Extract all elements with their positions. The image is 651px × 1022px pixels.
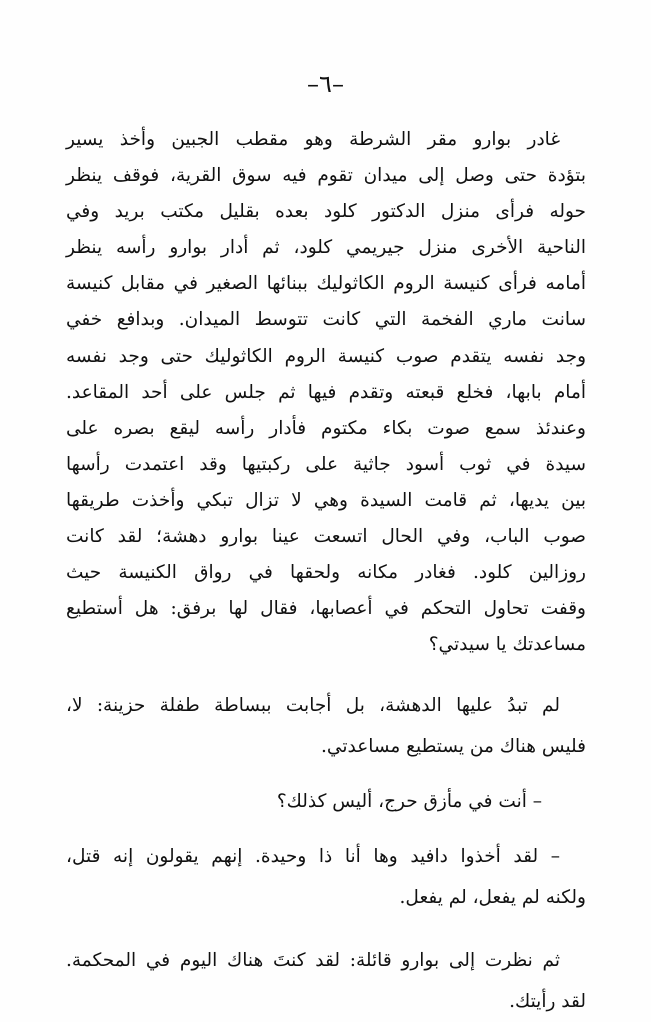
text-line: أمام بابها، فخلع قبعته وتقدم فيها ثم جلس على أحد المقاعد. xyxy=(66,381,586,403)
text-line: روزالين كلود. فغادر مكانه ولحقها في رواق الكنيسة حيث xyxy=(66,562,586,584)
page-number: –٦– xyxy=(307,70,344,98)
text-line: غادر بوارو مقر الشرطة وهو مقطب الجبين وأخذ يسير xyxy=(66,129,560,150)
text-line: ثم نظرت إلى بوارو قائلة: لقد كنتَ هناك اليوم في المحكمة. xyxy=(66,950,560,972)
text-line: الناحية الأخرى منزل جيريمي كلود، ثم أدار بوارو رأسه ينظر xyxy=(66,237,586,259)
text-line: صوب الباب، وفي الحال اتسعت عينا بوارو دهشة؛ لقد كانت xyxy=(66,526,586,548)
text-line: وقفت تحاول التحكم في أعصابها، فقال لها برفق: هل أستطيع xyxy=(66,598,586,620)
text-line: بين يديها، ثم قامت السيدة وهي لا تزال تبكي وأخذت طريقها xyxy=(66,489,586,511)
paragraph-1 xyxy=(66,122,586,663)
text-line: حوله فرأى منزل الدكتور كلود بعده بقليل مكتب بريد وفي xyxy=(66,201,586,223)
text-line: سيدة في ثوب أسود جاثية على ركبتيها وقد اعتمدت رأسها xyxy=(66,453,586,475)
body-text xyxy=(66,122,586,1022)
paragraph-4 xyxy=(66,836,586,918)
text-line: – أنت في مأزق حرج، أليس كذلك؟ xyxy=(276,791,542,813)
text-line: لم تبدُ عليها الدهشة، بل أجابت ببساطة طفلة حزينة: لا، xyxy=(66,695,560,717)
text-line: فليس هناك من يستطيع مساعدتي. xyxy=(321,736,586,758)
text-line: سانت ماري الفخمة التي كانت تتوسط الميدان. وبدافع خفي xyxy=(66,309,586,331)
text-line: لقد رأيتك. xyxy=(509,991,586,1013)
text-line: وجد نفسه يتقدم صوب كنيسة الروم الكاثوليك حتى وجد نفسه xyxy=(66,345,586,367)
text-line: أمامه فرأى كنيسة الروم الكاثوليك ببنائها الصغير في مقابل كنيسة xyxy=(66,273,586,295)
text-line: مساعدتك يا سيدتي؟ xyxy=(428,634,586,656)
paragraph-5 xyxy=(66,940,586,1022)
text-line: – لقد أخذوا دافيد وها أنا ذا وحيدة. إنهم يقولون إنه قتل، xyxy=(66,846,560,868)
text-line: بتؤدة حتى وصل إلى ميدان تقوم فيه سوق القرية، فوقف ينظر xyxy=(66,165,586,187)
paragraph-2 xyxy=(66,685,586,767)
text-line: ولكنه لم يفعل، لم يفعل. xyxy=(399,887,586,909)
text-line: وعندئذ سمع صوت بكاء مكتوم فأدار رأسه ليقع بصره على xyxy=(66,417,586,439)
paragraph-3 xyxy=(66,781,586,822)
